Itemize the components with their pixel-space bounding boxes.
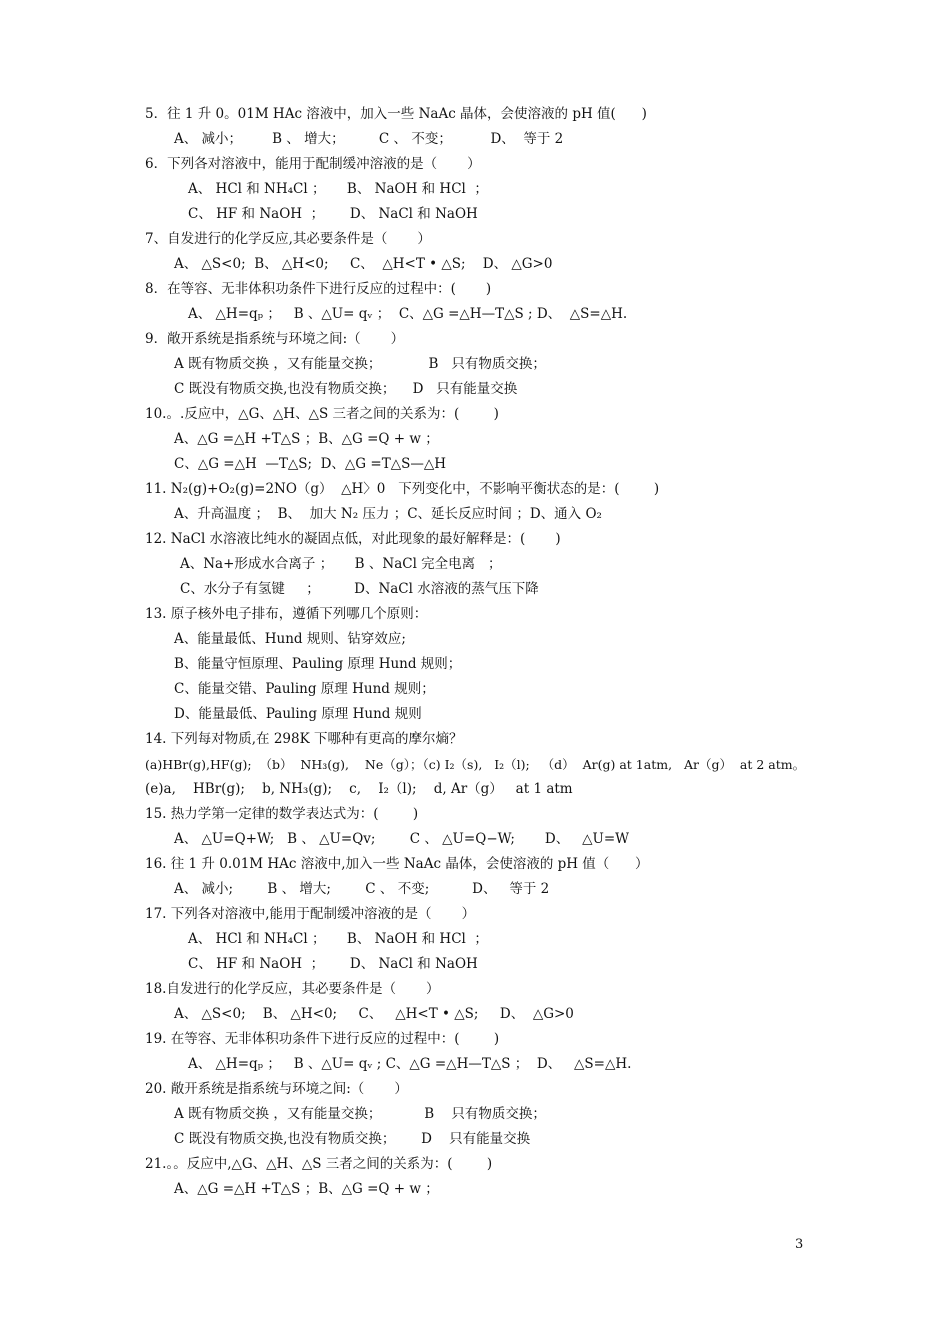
q18-text: 18.自发进行的化学反应，其必要条件是（ ） <box>145 981 440 997</box>
q11-options: A、升高温度 ； B、 加大 N₂ 压力 ；C、延长反应时间 ；D、通入 O₂ <box>174 506 602 522</box>
q8-text: 8．在等容、无非体积功条件下进行反应的过程中：( ) <box>145 281 492 297</box>
q16-options: A、 减小; B 、 增大; C 、 不变; D、 等于 2 <box>174 881 550 897</box>
q8-options: A、 △H=qₚ ； B 、△U= qᵥ ； C、△G =△H—T△S ; D、 △S=△H. <box>188 306 628 322</box>
q13-option-b: B、能量守恒原理、Pauling 原理 Hund 规则； <box>174 656 462 672</box>
q18-options: A、 △S<0; B、 △H<0; C、 △H<T • △S; D、 △G>0 <box>174 1006 574 1022</box>
q9-options-cd: C 既没有物质交换,也没有物质交换； D 只有能量交换 <box>174 381 518 397</box>
q15-text: 15. 热力学第一定律的数学表达式为：( ) <box>145 806 419 822</box>
q14-pairs: (a)HBr(g),HF(g); （b） NH₃(g), Ne（g）；（c) I₂（s), I₂（l); （d） Ar(g) at 1atm, Ar（g） at 2 atm。 <box>145 757 806 772</box>
q15-options: A、 △U=Q+W; B 、 △U=Qv; C 、 △U=Q−W; D、 △U=W <box>174 831 630 847</box>
q11-text: 11. N₂(g)+O₂(g)=2NO（g） △H〉0 下列变化中，不影响平衡状态的是：( ) <box>145 481 660 497</box>
q10-options-cd: C、△G =△H —T△S; D、△G =T△S—△H <box>174 456 446 472</box>
q7-text: 7、自发进行的化学反应,其必要条件是（ ） <box>145 231 431 247</box>
q13-option-a: A、能量最低、Hund 规则、钻穿效应; <box>174 631 406 647</box>
q5-options: A、 减小； B 、 增大； C 、 不变； D、 等于 2 <box>174 131 564 147</box>
q16-text: 16. 往 1 升 0.01M HAc 溶液中,加入一些 NaAc 晶体，会使溶液的 pH 值（ ） <box>145 856 649 872</box>
q17-text: 17. 下列各对溶液中,能用于配制缓冲溶液的是（ ） <box>145 906 476 922</box>
q6-options-ab: A、 HCl 和 NH₄Cl ； B、 NaOH 和 HCl ； <box>188 181 488 197</box>
q21-options-ab: A、△G =△H +T△S ；B、△G =Q + w ； <box>174 1181 439 1197</box>
q20-options-ab: A 既有物质交换 ，又有能量交换； B 只有物质交换； <box>174 1106 546 1122</box>
q21-text: 21.。。反应中,△G、△H、△S 三者之间的关系为：( ) <box>145 1156 493 1172</box>
q17-options-ab: A、 HCl 和 NH₄Cl ； B、 NaOH 和 HCl ； <box>188 931 488 947</box>
q5-text: 5．往 1 升 0。01M HAc 溶液中，加入一些 NaAc 晶体，会使溶液的 pH 值( ) <box>145 106 647 122</box>
q6-text: 6．下列各对溶液中，能用于配制缓冲溶液的是（ ） <box>145 156 481 172</box>
q6-options-cd: C、 HF 和 NaOH ； D、 NaCl 和 NaOH <box>188 206 478 222</box>
q13-option-d: D、能量最低、Pauling 原理 Hund 规则 <box>174 706 422 722</box>
q12-options-cd: C、水分子有氢键 ； D、NaCl 水溶液的蒸气压下降 <box>180 581 539 597</box>
q14-text: 14. 下列每对物质,在 298K 下哪种有更高的摩尔熵？ <box>145 731 463 747</box>
q12-options-ab: A、Na+形成水合离子 ； B 、NaCl 完全电离 ； <box>180 556 502 572</box>
q19-text: 19. 在等容、无非体积功条件下进行反应的过程中：( ) <box>145 1031 500 1047</box>
q9-options-ab: A 既有物质交换 ，又有能量交换； B 只有物质交换； <box>174 356 546 372</box>
q13-option-c: C、能量交错、Pauling 原理 Hund 规则； <box>174 681 435 697</box>
q13-text: 13. 原子核外电子排布，遵循下列哪几个原则： <box>145 606 428 622</box>
q12-text: 12. NaCl 水溶液比纯水的凝固点低，对此现象的最好解释是：( ) <box>145 531 561 547</box>
q7-options: A、 △S<0; B、 △H<0; C、 △H<T • △S; D、 △G>0 <box>174 256 553 272</box>
q17-options-cd: C、 HF 和 NaOH ； D、 NaCl 和 NaOH <box>188 956 478 972</box>
q20-options-cd: C 既没有物质交换,也没有物质交换； D 只有能量交换 <box>174 1131 531 1147</box>
page-number: 3 <box>795 1237 804 1252</box>
q14-answers: (e)a, HBr(g); b, NH₃(g); c, I₂（l); d, Ar（g） at 1 atm <box>145 781 573 797</box>
q20-text: 20. 敞开系统是指系统与环境之间:（ ） <box>145 1081 408 1097</box>
q19-options: A、 △H=qₚ ； B 、△U= qᵥ ; C、△G =△H—T△S ； D、 △S=△H. <box>188 1056 632 1072</box>
q10-text: 10.。.反应中，△G、△H、△S 三者之间的关系为：( ) <box>145 406 499 422</box>
q9-text: 9．敞开系统是指系统与环境之间:（ ） <box>145 331 405 347</box>
q10-options-ab: A、△G =△H +T△S ；B、△G =Q + w ； <box>174 431 439 447</box>
